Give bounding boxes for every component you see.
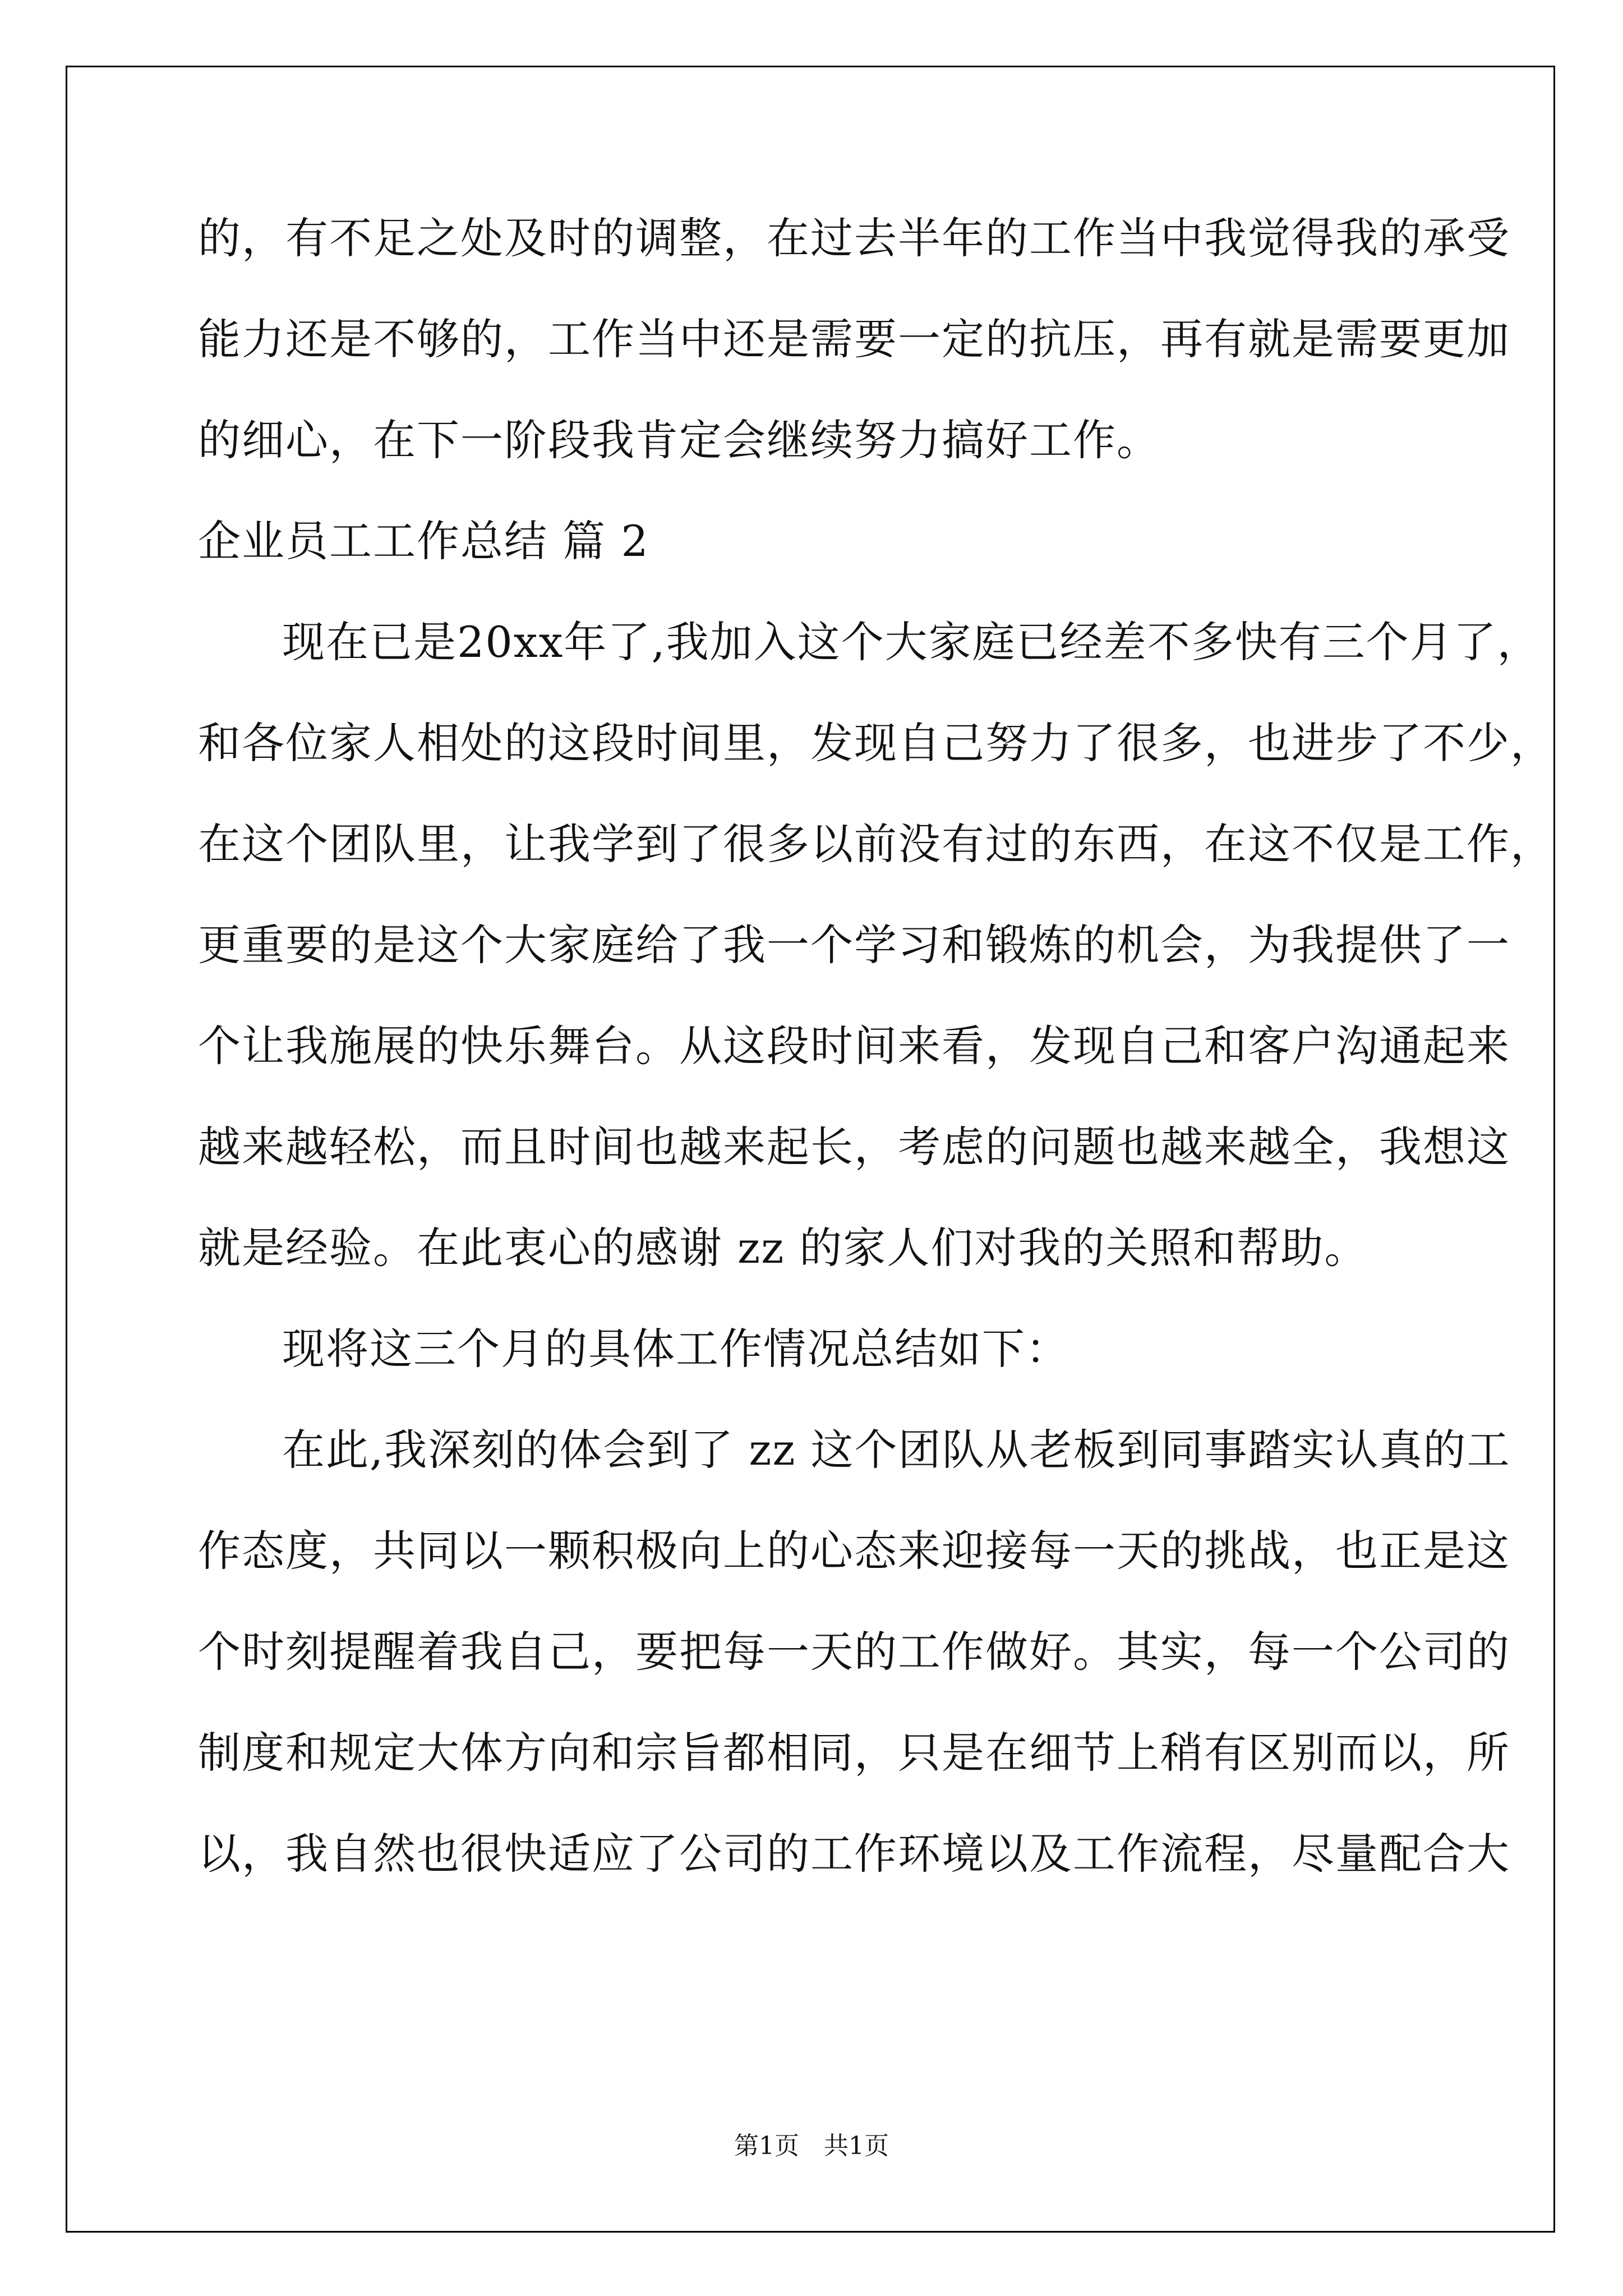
- page-footer: 第1页 共1页: [734, 2132, 889, 2160]
- body-line: 越来越轻松，而且时间也越来起长，考虑的问题也越来越全，我想这: [198, 1122, 1510, 1172]
- body-line: 在这个团队里，让我学到了很多以前没有过的东西，在这不仅是工作，: [198, 819, 1554, 869]
- body-line: 的，有不足之处及时的调整，在过去半年的工作当中我觉得我的承受: [198, 213, 1510, 263]
- body-line: 作态度，共同以一颗积极向上的心态来迎接每一天的挑战，也正是这: [198, 1526, 1510, 1576]
- body-line: 能力还是不够的，工作当中还是需要一定的抗压，再有就是需要更加: [198, 314, 1510, 364]
- body-line: 个时刻提醒着我自己，要把每一天的工作做好。其实，每一个公司的: [198, 1627, 1510, 1677]
- body-line: 和各位家人相处的这段时间里，发现自己努力了很多，也进步了不少，: [198, 718, 1554, 768]
- paragraph-first-line: 现在已是20xx年了,我加入这个大家庭已经差不多快有三个月了，: [282, 617, 1541, 667]
- body-line: 个让我施展的快乐舞台。从这段时间来看，发现自己和客户沟通起来: [198, 1021, 1510, 1071]
- paragraph-first-line: 在此,我深刻的体会到了 zz 这个团队从老板到同事踏实认真的工: [282, 1425, 1511, 1475]
- section-heading: 企业员工工作总结 篇 2: [198, 516, 649, 566]
- body-line: 的细心，在下一阶段我肯定会继续努力搞好工作。: [198, 415, 1160, 465]
- paragraph-first-line: 现将这三个月的具体工作情况总结如下：: [282, 1324, 1069, 1374]
- body-line: 以，我自然也很快适应了公司的工作环境以及工作流程，尽量配合大: [198, 1829, 1510, 1879]
- body-line: 就是经验。在此衷心的感谢 zz 的家人们对我的关照和帮助。: [198, 1223, 1368, 1273]
- body-line: 制度和规定大体方向和宗旨都相同，只是在细节上稍有区别而以，所: [198, 1728, 1510, 1778]
- body-line: 更重要的是这个大家庭给了我一个学习和锻炼的机会，为我提供了一: [198, 920, 1510, 970]
